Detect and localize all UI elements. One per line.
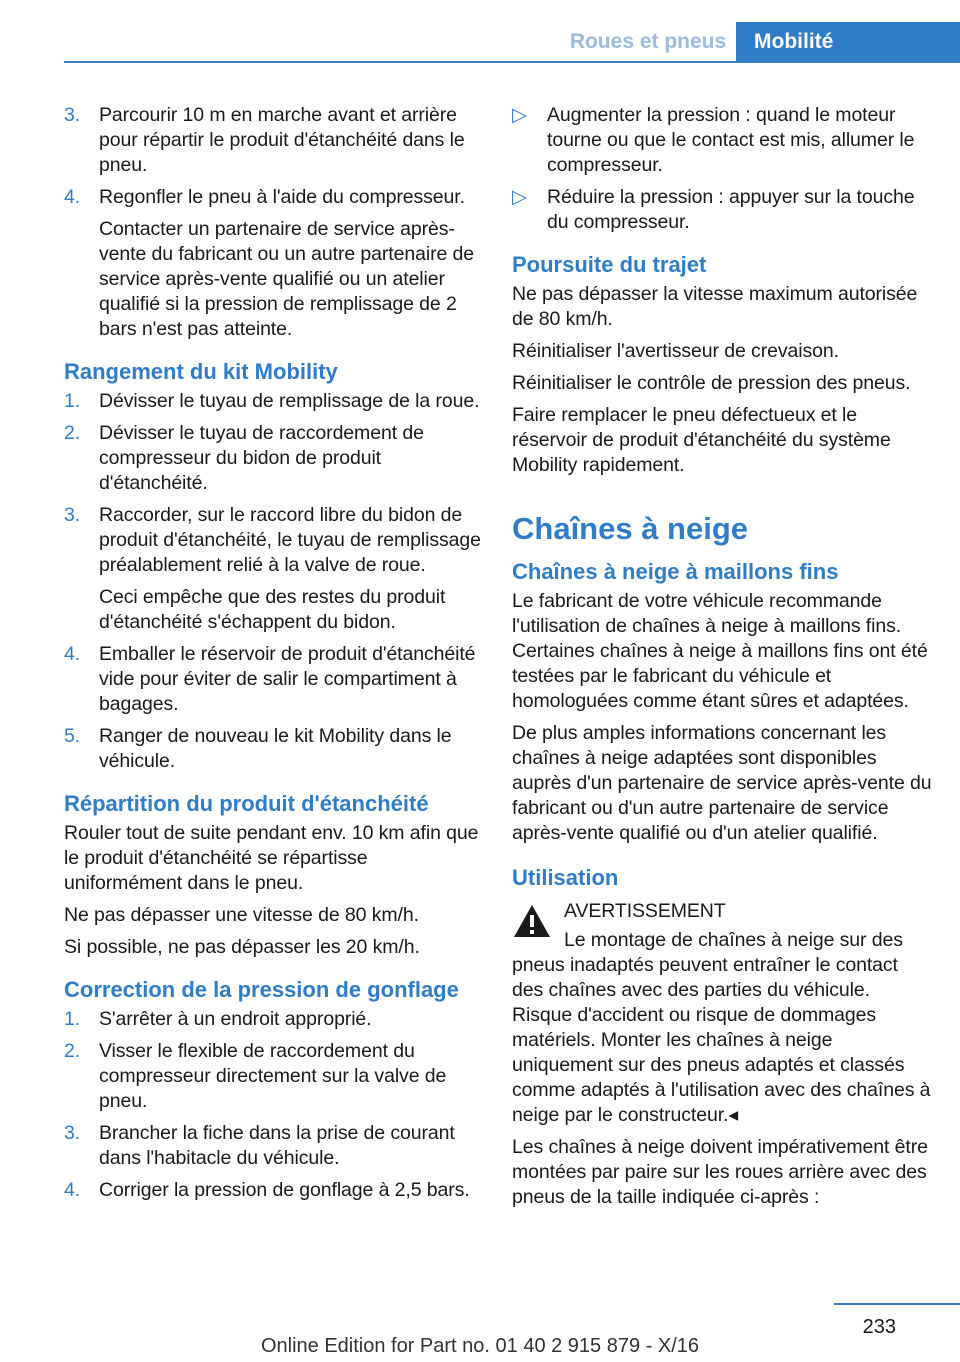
list-item <box>64 1039 482 1114</box>
warning-block <box>512 899 932 1128</box>
bullet-text: Augmenter la pression : quand le moteur tourne ou que le contact est mis, allumer le compresseur. <box>547 104 915 176</box>
paragraph: Ne pas dépasser la vitesse maximum autorisée de 80 km/h. <box>512 283 918 330</box>
list-item <box>64 1121 482 1171</box>
paragraph: Réinitialiser l'avertisseur de crevaison. <box>512 340 839 362</box>
paragraph: Réinitialiser le contrôle de pression des pneus. <box>512 372 911 394</box>
storage-steps <box>64 389 482 774</box>
heading-fine-link-chains: Chaînes à neige à maillons fins <box>512 559 839 584</box>
step-text: Brancher la fiche dans la prise de courant dans l'habitacle du véhicule. <box>99 1122 455 1169</box>
step-text: S'arrêter à un endroit approprié. <box>99 1008 372 1030</box>
heading-storage: Rangement du kit Mobility <box>64 359 338 384</box>
right-column <box>512 103 932 1217</box>
chapter-tab[interactable]: Mobilité <box>736 22 960 62</box>
step-text: Raccorder, sur le raccord libre du bidon de produit d'étanchéité, le tuyau de remplissage préalablement relié à la valve de roue. <box>99 504 481 576</box>
step-number: 4. <box>64 1179 81 1201</box>
edition-note: Online Edition for Part no. 01 40 2 915 879 - X/16 <box>260 1335 700 1357</box>
heading-snow-chains: Chaînes à neige <box>512 511 749 546</box>
step-text: Dévisser le tuyau de raccordement de compresseur du bidon de produit d'étanchéité. <box>99 422 424 494</box>
paragraph: Ne pas dépasser une vitesse de 80 km/h. <box>64 904 419 926</box>
step-number: 1. <box>64 1008 81 1030</box>
heading-pressure-correction: Correction de la pression de gonflage <box>64 977 459 1002</box>
pressure-bullets <box>512 103 932 235</box>
step-number: 3. <box>64 1122 81 1144</box>
footer-rule <box>834 1303 960 1305</box>
list-item <box>64 389 482 414</box>
list-item <box>64 1178 482 1203</box>
list-item <box>64 503 482 635</box>
list-item <box>64 1007 482 1032</box>
list-item <box>64 185 482 342</box>
step-number: 1. <box>64 390 81 412</box>
step-text: Corriger la pression de gonflage à 2,5 bars. <box>99 1179 470 1201</box>
page-number: 233 <box>862 1316 896 1338</box>
step-text: Regonfler le pneu à l'aide du compresseur. <box>99 186 465 208</box>
paragraph: Les chaînes à neige doivent impérativement être montées par paire sur les roues arrière avec des pneus de la taille indiquée ci-après : <box>512 1136 928 1208</box>
paragraph: Faire remplacer le pneu défectueux et le réservoir de produit d'étanchéité du système Mobility rapidement. <box>512 404 891 476</box>
page-header <box>0 0 960 62</box>
step-number: 4. <box>64 643 81 665</box>
warning-title: AVERTISSEMENT <box>564 900 726 922</box>
list-item <box>64 724 482 774</box>
warning-triangle-icon <box>512 903 552 939</box>
triangle-bullet-icon: ▷ <box>512 186 527 208</box>
step-text: Emballer le réservoir de produit d'étanchéité vide pour éviter de salir le compartiment à bagages. <box>99 643 476 715</box>
step-note: Ceci empêche que des restes du produit d'étanchéité s'échappent du bidon. <box>99 586 446 633</box>
heading-continue-trip: Poursuite du trajet <box>512 252 707 277</box>
paragraph: Rouler tout de suite pendant env. 10 km afin que le produit d'étanchéité se répartisse uniformément dans le pneu. <box>64 822 479 894</box>
step-text: Visser le flexible de raccordement du compresseur directement sur la valve de pneu. <box>99 1040 447 1112</box>
step-number: 2. <box>64 1040 81 1062</box>
list-item <box>512 185 932 235</box>
heading-usage: Utilisation <box>512 865 619 890</box>
section-tab[interactable]: Roues et pneus <box>569 30 727 53</box>
heading-distribution: Répartition du produit d'étanchéité <box>64 791 429 816</box>
left-column <box>64 103 482 1210</box>
step-number: 2. <box>64 422 81 444</box>
triangle-bullet-icon: ▷ <box>512 104 527 126</box>
bullet-text: Réduire la pression : appuyer sur la touche du compresseur. <box>547 186 915 233</box>
step-number: 3. <box>64 504 81 526</box>
header-rule <box>64 61 960 63</box>
step-text: Parcourir 10 m en marche avant et arrière pour répartir le produit d'étanchéité dans le pneu. <box>99 104 465 176</box>
step-number: 3. <box>64 104 81 126</box>
list-item <box>64 642 482 717</box>
step-note: Contacter un partenaire de service après-vente du fabricant ou un autre partenaire de service après-vente qualifié ou un atelier qualifié si la pression de remplissage de 2 bars n'est pas atteinte. <box>99 218 475 340</box>
refill-steps <box>64 103 482 342</box>
paragraph: Le fabricant de votre véhicule recommande l'utilisation de chaînes à neige à maillons fins. Certaines chaînes à neige à maillons fins ont été testées par le fabricant du véhicule et homologuées comme étant sûres et adaptées. <box>512 590 928 712</box>
paragraph: De plus amples informations concernant les chaînes à neige adaptées sont disponibles auprès d'un partenaire de service après-vente du fabricant ou d'un autre partenaire de service après-vente qualifié ou d'un atelier qualifié. <box>512 722 932 844</box>
list-item <box>64 421 482 496</box>
step-text: Ranger de nouveau le kit Mobility dans le véhicule. <box>99 725 452 772</box>
paragraph: Si possible, ne pas dépasser les 20 km/h. <box>64 936 420 958</box>
correction-steps <box>64 1007 482 1203</box>
list-item <box>64 103 482 178</box>
step-text: Dévisser le tuyau de remplissage de la roue. <box>99 390 480 412</box>
step-number: 5. <box>64 725 81 747</box>
list-item <box>512 103 932 178</box>
warning-text: Le montage de chaînes à neige sur des pneus inadaptés peuvent entraîner le contact des chaînes avec des parties du véhicule. Risque d'accident ou risque de dommages matériels. Monter les chaînes à neige uniquement sur des pneus adaptés et classés comme adaptés à l'utilisation avec des chaînes à neige par le constructeur.◂ <box>512 929 931 1126</box>
step-number: 4. <box>64 186 81 208</box>
